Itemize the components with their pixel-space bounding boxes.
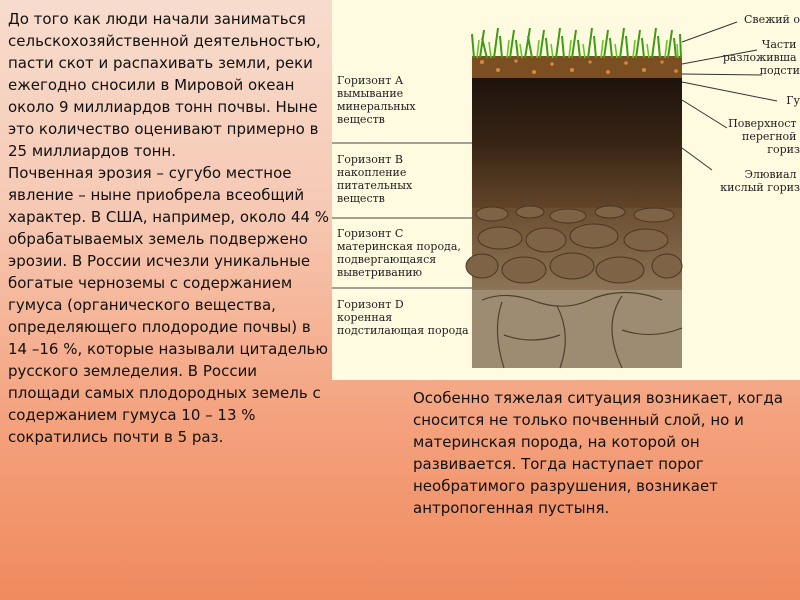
soil-profile-diagram [332, 0, 800, 380]
horizon-c-label: Горизонт С материнская порода, подвергающаяся выветриванию [337, 227, 461, 279]
grass-layer [472, 28, 681, 58]
horizon-d-label: Горизонт D коренная подстилающая порода [337, 298, 469, 337]
side-label-surface-humus-horizon: Поверхност перегной гориз [728, 117, 800, 156]
horizon-a-layer [472, 78, 682, 150]
horizon-d-layer [472, 290, 682, 368]
side-label-decomposed-litter: Части разложивша подсти [722, 38, 800, 77]
side-label-humus: Гу [786, 94, 800, 107]
litter-layer [472, 56, 682, 78]
side-label-eluvial-horizon: Элювиал кислый гориз [720, 168, 800, 194]
right-paragraph: Особенно тяжелая ситуация возникает, когда сносится не только почвенный слой, но и материнская порода, на которой он развивается. Тогда наступает порог необратимого разрушения, возникает антропогенная пустыня. [413, 389, 783, 517]
horizon-b-label: Горизонт В накопление питательных веществ [337, 153, 413, 205]
side-label-fresh: Свежий о [743, 13, 800, 26]
horizon-a-label: Горизонт А вымывание минеральных веществ [337, 74, 416, 126]
soil-profile-svg [332, 0, 800, 380]
left-paragraph: До того как люди начали заниматься сельскохозяйственной деятельностью, пасти скот и распахивать земли, реки ежегодно сносили в Мировой океан около 9 миллиардов тонн почвы. Ныне это количество оценивают примерно в 25 миллиардов тонн. Почвенная эрозия – сугубо местное явление – ныне приобрела всеобщий характер. В США, например, около 44 % обрабатываемых земель подвержено эрозии. В России исчезли уникальные богатые черноземы с содержанием гумуса (органического вещества, определяющего плодородие почвы) в 14 –16 %, которые называли цитаделью русского земледелия. В России площади самых плодородных земель с содержанием гумуса 10 – 13 % сократились почти в 5 раз. [8, 10, 329, 446]
